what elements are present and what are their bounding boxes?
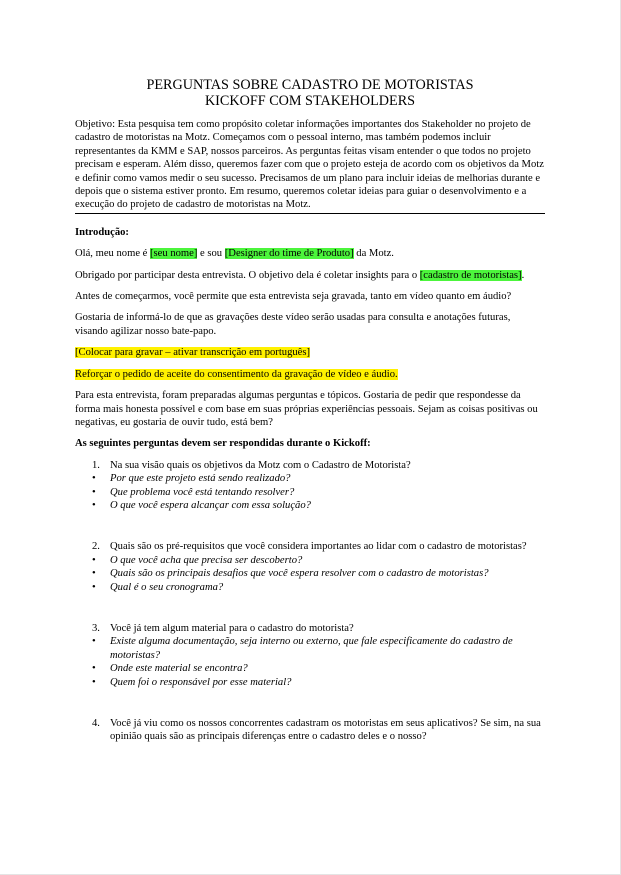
sub-question: • Quem foi o responsável por esse material? <box>92 676 292 688</box>
sub-question: • Qual é o seu cronograma? <box>92 581 224 593</box>
question-text: Na sua visão quais os objetivos da Motz com o Cadastro de Motorista? <box>110 459 411 471</box>
sub-question: • Que problema você está tentando resolver? <box>92 486 295 498</box>
record-instruction-highlight: [Colocar para gravar – ativar transcrição em português] <box>75 347 311 359</box>
intro-greeting <box>75 247 545 260</box>
questions-heading: As seguintes perguntas devem ser respondidas durante o Kickoff: <box>75 438 371 450</box>
bullet-icon: • <box>92 581 96 593</box>
record-instruction <box>75 346 545 359</box>
question-number: 3. <box>92 622 100 634</box>
question-number: 2. <box>92 541 100 553</box>
name-placeholder: [seu nome] <box>150 248 198 260</box>
sub-question: • Quais são os principais desafios que você espera resolver com o cadastro de motoristas? <box>92 568 489 580</box>
bullet-icon: • <box>92 663 96 675</box>
question-item <box>75 459 545 541</box>
consent-question: Antes de começarmos, você permite que esta entrevista seja gravada, tanto em vídeo quanto em áudio? <box>75 291 512 303</box>
title-line-1: PERGUNTAS SOBRE CADASTRO DE MOTORISTAS <box>146 77 474 93</box>
bullet-icon: • <box>92 636 96 648</box>
question-number: 4. <box>92 718 100 729</box>
bullet-icon: • <box>92 554 96 566</box>
intro-heading: Introdução: <box>75 226 129 238</box>
sub-question: • O que você acha que precisa ser descoberto? <box>92 554 303 566</box>
question-text: Quais são os pré-requisitos que você considera importantes ao lidar com o cadastro de motoristas? <box>110 541 527 553</box>
title-line-2: KICKOFF COM STAKEHOLDERS <box>204 92 416 109</box>
sub-question: • Onde este material se encontra? <box>92 663 248 675</box>
greeting-text-3: da Motz. <box>353 248 394 260</box>
sub-question: • Existe alguma documentação, seja interno ou externo, que fale especificamente do cadastro de motoristas? <box>92 636 513 661</box>
purpose-text-end: . <box>521 269 525 281</box>
bullet-icon: • <box>92 486 96 498</box>
document-body <box>75 78 545 744</box>
intro-purpose <box>75 269 545 282</box>
sub-question-list <box>75 635 545 689</box>
greeting-text-2: e sou <box>197 248 225 260</box>
question-text: Você já viu como os nossos concorrentes cadastram os motoristas em seus aplicativos? Se sim, na sua opinião quais são as principais diferenças entre o cadastro deles e o nosso? <box>110 718 541 743</box>
bullet-icon: • <box>92 676 96 688</box>
bullet-icon: • <box>92 568 96 580</box>
question-number: 1. <box>92 459 100 471</box>
role-placeholder: [Designer do time de Produto] <box>224 248 354 260</box>
section-divider <box>75 213 545 214</box>
bullet-icon: • <box>92 473 96 485</box>
interview-explanation: Para esta entrevista, foram preparadas algumas perguntas e tópicos. Gostaria de pedir que respondesse da forma mais honesta possível e com base em suas próprias experiências pessoais. Sejam as coisas positivas ou negativas, eu gostaria de ouvir tudo, está bem? <box>75 390 538 428</box>
document-title <box>75 78 545 109</box>
consent-reminder-highlight: Reforçar o pedido de aceite do consentimento da gravação de vídeo e áudio. <box>75 368 398 380</box>
topic-placeholder: [cadastro de motoristas] <box>419 269 522 281</box>
consent-reminder <box>75 368 545 381</box>
sub-question: • Por que este projeto está sendo realizado? <box>92 473 291 485</box>
objective-paragraph: Objetivo: Esta pesquisa tem como propósito coletar informações importantes dos Stakeholder no projeto de cadastro de motoristas na Motz. Começamos com o pessoal interno, mas também podemos incluir representantes da KMM e SAP, nossos parceiros. As perguntas feitas visam entender o que todos no projeto precisam e esperam. Além disso, queremos fazer com que o projeto esteja de acordo com os objetivos da Motz e definir como vamos medir o seu sucesso. Precisamos de um plano para incluir ideias de melhorias durante e depois que o sistema estiver pronto. Em resumo, queremos coletar ideias para guiar o desenvolvimento e a execução do projeto de cadastro de motoristas na Motz. <box>75 119 544 211</box>
sub-question-list <box>75 554 545 594</box>
question-item <box>75 717 545 744</box>
purpose-text: Obrigado por participar desta entrevista. O objetivo dela é coletar insights para o <box>75 269 420 281</box>
sub-question: • O que você espera alcançar com essa solução? <box>92 499 311 511</box>
bullet-icon: • <box>92 499 96 511</box>
question-text: Você já tem algum material para o cadastro do motorista? <box>110 622 354 634</box>
questions-list <box>75 459 545 744</box>
sub-question-list <box>75 472 545 512</box>
question-item <box>75 622 545 717</box>
recording-info: Gostaria de informá-lo de que as gravações deste vídeo serão usadas para consulta e anotações futuras, visando agilizar nosso bate-papo. <box>75 312 511 337</box>
question-item <box>75 540 545 622</box>
greeting-text: Olá, meu nome é <box>75 248 151 260</box>
